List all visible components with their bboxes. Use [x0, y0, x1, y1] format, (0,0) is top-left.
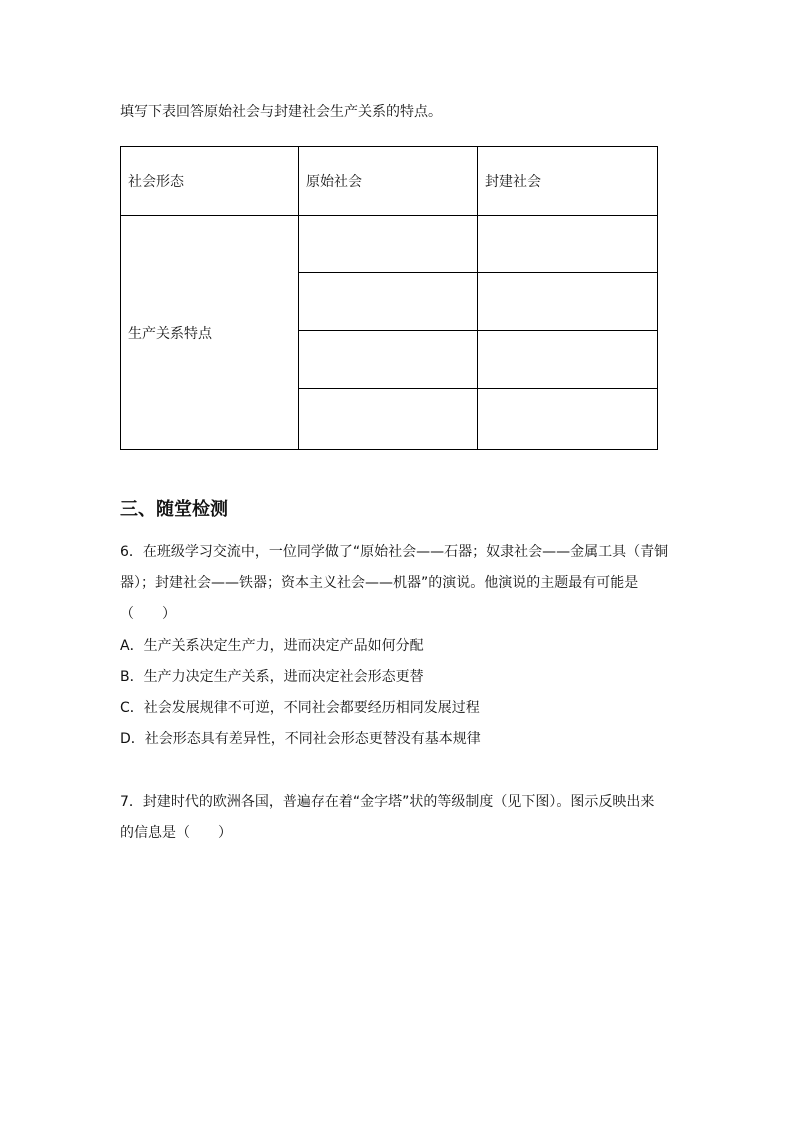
table-instruction: 填写下表回答原始社会与封建社会生产关系的特点。 — [120, 104, 442, 120]
question-6-line: 6．在班级学习交流中，一位同学做了“原始社会——石器；奴隶社会——金属工具（青铜 — [120, 544, 669, 560]
question-6-line: 器）；封建社会——铁器；资本主义社会——机器”的演说。他演说的主题最有可能是 — [120, 575, 639, 591]
answer-cell[interactable] — [299, 273, 478, 331]
answer-cell[interactable] — [478, 273, 658, 331]
question-6-option-c: C．社会发展规律不可逆，不同社会都要经历相同发展过程 — [120, 700, 480, 716]
row-label-production-relations: 生产关系特点 — [121, 216, 299, 450]
answer-cell[interactable] — [478, 331, 658, 389]
answer-cell[interactable] — [478, 216, 658, 273]
header-feudal-society: 封建社会 — [478, 147, 658, 216]
answer-cell[interactable] — [299, 389, 478, 450]
answer-cell[interactable] — [299, 216, 478, 273]
section-title: 三、随堂检测 — [120, 499, 228, 520]
table-row — [121, 216, 658, 273]
header-social-form: 社会形态 — [121, 147, 299, 216]
question-7-line: 7．封建时代的欧洲各国，普遍存在着“金字塔”状的等级制度（见下图）。图示反映出来 — [120, 794, 655, 810]
question-6-answer-blank: （ ） — [120, 606, 176, 622]
question-6-option-b: B．生产力决定生产关系，进而决定社会形态更替 — [120, 669, 424, 685]
table-header-row — [121, 147, 658, 216]
answer-cell[interactable] — [299, 331, 478, 389]
answer-cell[interactable] — [478, 389, 658, 450]
answer-table — [120, 146, 658, 450]
question-6-option-d: D．社会形态具有差异性，不同社会形态更替没有基本规律 — [120, 731, 481, 747]
question-6-option-a: A．生产关系决定生产力，进而决定产品如何分配 — [120, 638, 424, 654]
question-7-line: 的信息是（ ） — [120, 825, 232, 841]
header-primitive-society: 原始社会 — [299, 147, 478, 216]
